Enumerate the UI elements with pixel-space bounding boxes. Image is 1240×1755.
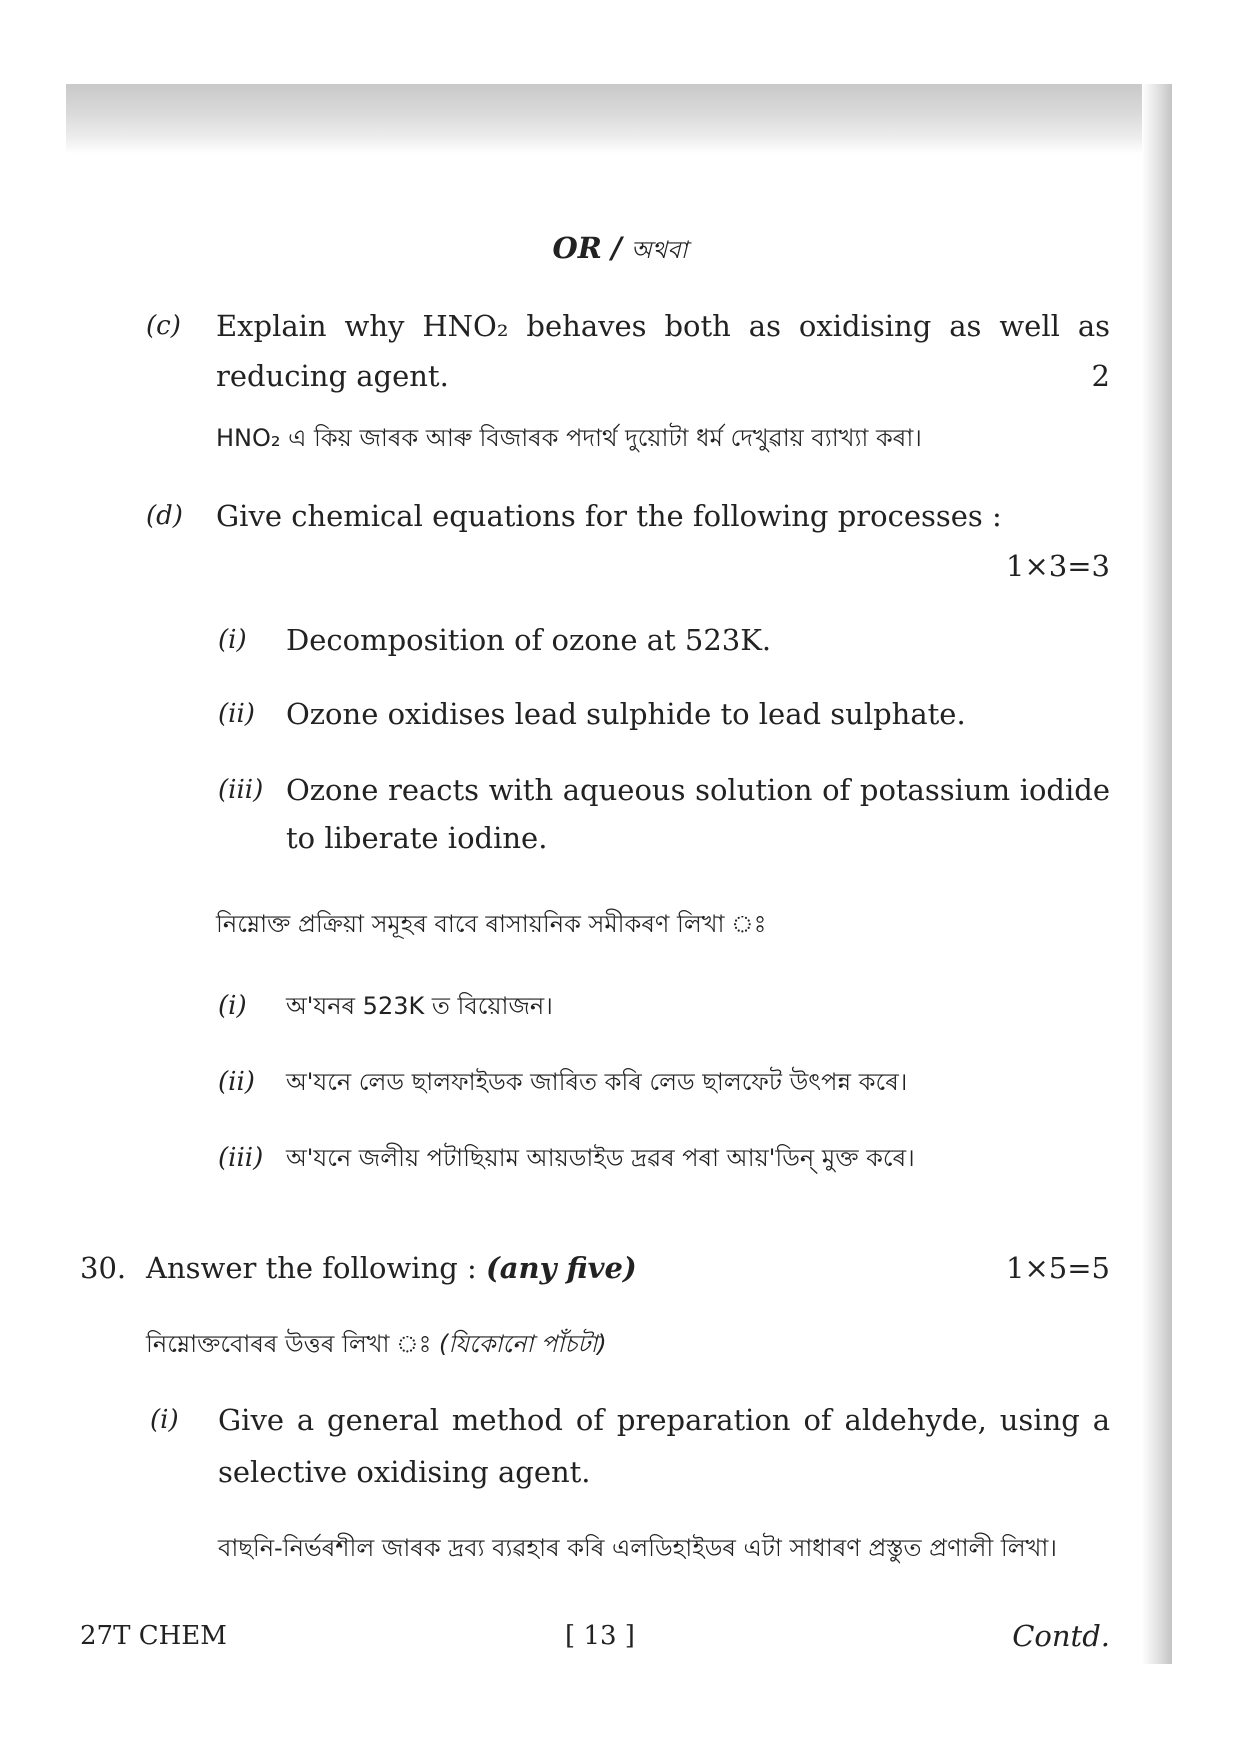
- question-30-marks: 1×5=5: [1006, 1251, 1110, 1285]
- question-30-assamese-line: [146, 1326, 607, 1362]
- question-d-iii-line2: to liberate iodine.: [286, 821, 548, 855]
- question-c-assamese: HNO₂ এ কিয় জাৰক আৰু বিজাৰক পদাৰ্থ দুয়োটা ধৰ্ম দেখুৱায় ব্যাখ্যা কৰা।: [216, 424, 922, 452]
- question-d-iii-label: (iii): [218, 775, 264, 805]
- question-30-assamese-qualifier: (যিকোনো পাঁচটা): [439, 1330, 607, 1358]
- question-d-assamese-prompt: নিম্নোক্ত প্ৰক্ৰিয়া সমূহৰ বাবে ৰাসায়নিক সমীকৰণ লিখা ঃ: [216, 910, 767, 938]
- question-d-prompt: Give chemical equations for the following processes :: [216, 499, 1002, 533]
- question-30-i-line1: Give a general method of preparation of aldehyde, using a: [218, 1403, 1110, 1437]
- question-d-as-i-text: অ'যনৰ 523K ত বিয়োজন।: [286, 992, 553, 1020]
- question-d-iii-line1: Ozone reacts with aqueous solution of potassium iodide: [286, 773, 1110, 807]
- or-assamese: অথবা: [630, 236, 688, 264]
- question-30-qualifier: (any five): [486, 1251, 637, 1285]
- question-d-as-ii-text: অ'যনে লেড ছালফাইডক জাৰিত কৰি লেড ছালফেট উৎপন্ন কৰে।: [286, 1068, 908, 1096]
- question-30-assamese-prompt: নিম্নোক্তবোৰৰ উত্তৰ লিখা ঃ: [146, 1330, 432, 1358]
- question-30-i-label: (i): [150, 1405, 179, 1435]
- question-d-as-iii-label: (iii): [218, 1143, 264, 1173]
- footer-contd: Contd.: [1012, 1619, 1110, 1653]
- question-d-as-i-label: (i): [218, 991, 247, 1021]
- question-d-label: (d): [146, 501, 183, 531]
- question-d-i-text: Decomposition of ozone at 523K.: [286, 623, 772, 657]
- question-c-marks: 2: [1091, 359, 1110, 393]
- question-30-prompt-line: [146, 1248, 637, 1288]
- question-d-i-label: (i): [218, 625, 247, 655]
- question-c-line2: reducing agent.: [216, 359, 449, 393]
- question-d-as-iii-text: অ'যনে জলীয় পটাছিয়াম আয়ডাইড দ্ৰৱৰ পৰা আয়'ডিন্ মুক্ত কৰে।: [286, 1144, 915, 1172]
- or-separator: /: [611, 231, 622, 265]
- question-c-label: (c): [146, 311, 181, 341]
- footer-page-number: [ 13 ]: [565, 1621, 635, 1651]
- or-english: OR: [552, 231, 602, 265]
- question-30-number: 30.: [80, 1251, 127, 1285]
- or-header: [0, 228, 1240, 268]
- scan-shadow-top: [66, 84, 1172, 154]
- scan-shadow-right: [1142, 84, 1172, 1664]
- question-30-i-line2: selective oxidising agent.: [218, 1455, 591, 1489]
- question-d-ii-label: (ii): [218, 699, 255, 729]
- question-30-i-assamese: বাছনি-নিৰ্ভৰশীল জাৰক দ্ৰব্য ব্যৱহাৰ কৰি এলডিহাইডৰ এটা সাধাৰণ প্ৰস্তুত প্ৰণালী লিখা।: [218, 1534, 1057, 1562]
- question-d-ii-text: Ozone oxidises lead sulphide to lead sulphate.: [286, 697, 966, 731]
- question-c-line1: Explain why HNO₂ behaves both as oxidising as well as: [216, 309, 1110, 343]
- footer-paper-code: 27T CHEM: [80, 1621, 227, 1651]
- question-30-prompt: Answer the following :: [146, 1251, 477, 1285]
- question-d-as-ii-label: (ii): [218, 1067, 255, 1097]
- question-d-marks: 1×3=3: [1006, 549, 1110, 583]
